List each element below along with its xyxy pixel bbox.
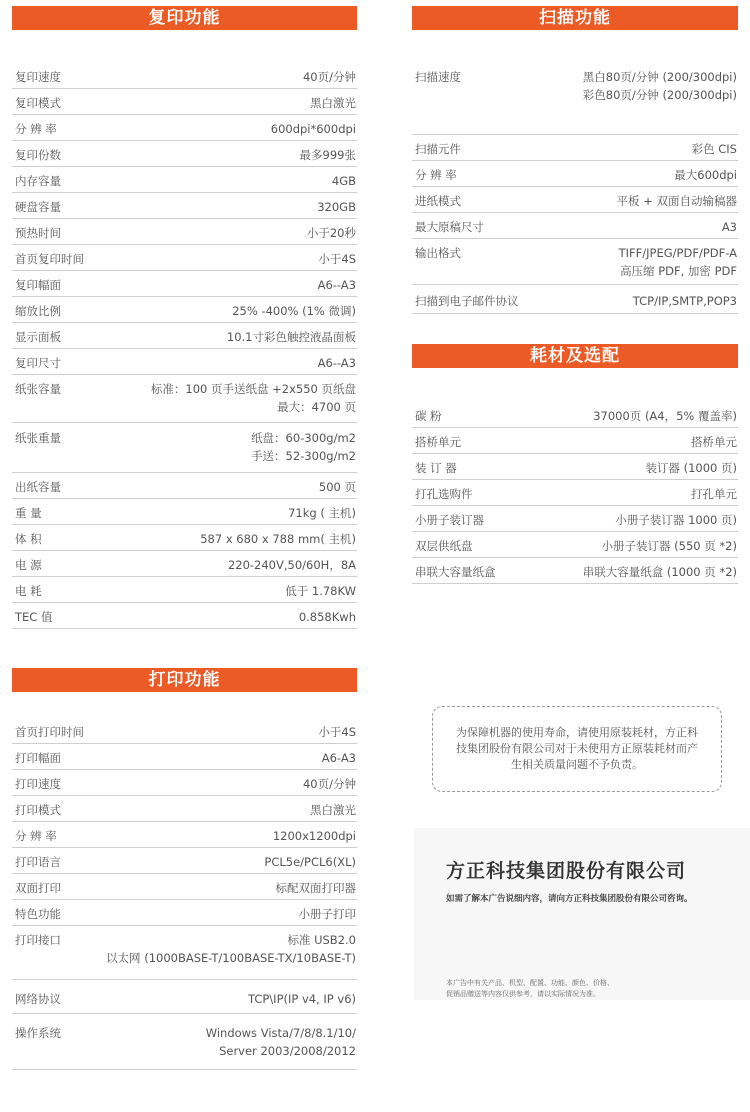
company-inquiry: 如需了解本广告说细内容，请向方正科技集团股份有限公司咨询。 [446, 894, 693, 904]
spec-value: 黑白激光 [310, 803, 356, 817]
spec-label: 打印幅面 [15, 751, 61, 765]
spec-row [12, 219, 357, 245]
spec-value: A6--A3 [317, 356, 356, 370]
spec-value: 标准：100 页手送纸盘 +2x550 页纸盘 最大：4700 页 [150, 382, 356, 414]
spec-value: 平板 + 双面自动输稿器 [616, 194, 737, 208]
spec-value: 40页/分钟 [302, 70, 356, 84]
spec-label: 小册子装订器 [415, 513, 484, 527]
spec-row [12, 193, 357, 219]
spec-value: 最大600dpi [674, 168, 737, 182]
spec-label: 网络协议 [15, 992, 61, 1006]
spec-row [12, 796, 357, 822]
spec-row [12, 89, 357, 115]
spec-label: 分 辨 率 [15, 829, 57, 843]
spec-label: 碳 粉 [415, 409, 442, 423]
spec-row [412, 239, 738, 285]
spec-label: 扫描到电子邮件协议 [415, 294, 519, 308]
spec-label: 操作系统 [15, 1026, 61, 1040]
spec-row [12, 744, 357, 770]
spec-value: 小册子装订器 1000 页) [615, 513, 737, 527]
spec-row [12, 577, 357, 603]
spec-value: 纸盘：60-300g/m2 手送：52-300g/m2 [251, 431, 356, 463]
spec-row [12, 900, 357, 926]
spec-value: 标准 USB2.0 以太网 (1000BASE-T/100BASE-TX/10BASE-T) [106, 933, 356, 965]
spec-row [12, 1014, 357, 1070]
spec-label: 打孔选购件 [415, 487, 473, 501]
spec-value: 25% -400% (1% 微调) [232, 304, 356, 318]
spec-row [12, 848, 357, 874]
spec-label: 复印模式 [15, 96, 61, 110]
spec-row [12, 980, 357, 1014]
print-spec-table [12, 718, 357, 1070]
consumables-spec-table [412, 402, 738, 584]
spec-row [12, 349, 357, 375]
spec-value: 小册子打印 [298, 907, 356, 921]
company-name: 方正科技集团股份有限公司 [446, 860, 687, 882]
scan-section-title: 扫描功能 [412, 6, 738, 30]
spec-row [12, 473, 357, 499]
spec-row [12, 822, 357, 848]
spec-value: 小于4S [318, 725, 356, 739]
spec-value: PCL5e/PCL6(XL) [264, 855, 356, 869]
spec-label: 打印接口 [15, 933, 61, 947]
spec-row [12, 770, 357, 796]
spec-label: 最大原稿尺寸 [415, 220, 484, 234]
spec-label: 纸张重量 [15, 431, 61, 445]
copy-section-title: 复印功能 [12, 6, 357, 30]
spec-row [12, 167, 357, 193]
spec-row [412, 402, 738, 428]
spec-value: TIFF/JPEG/PDF/PDF-A 高压缩 PDF, 加密 PDF [618, 246, 737, 278]
copy-section [12, 6, 357, 629]
spec-label: 缩放比例 [15, 304, 61, 318]
spec-row [12, 525, 357, 551]
spec-label: 出纸容量 [15, 480, 61, 494]
spec-label: 双层供纸盘 [415, 539, 473, 553]
spec-label: 分 辨 率 [415, 168, 457, 182]
spec-value: A3 [721, 220, 737, 234]
spec-label: 搭桥单元 [415, 435, 461, 449]
spec-value: 220-240V,50/60H，8A [227, 558, 356, 572]
spec-label: 硬盘容量 [15, 200, 61, 214]
spec-row [12, 874, 357, 900]
spec-row [412, 480, 738, 506]
spec-row [12, 375, 357, 423]
spec-value: 40页/分钟 [302, 777, 356, 791]
spec-row [412, 285, 738, 314]
scan-section [412, 6, 738, 314]
spec-value: 320GB [317, 200, 356, 214]
spec-value: 4GB [331, 174, 356, 188]
spec-value: 500 页 [318, 480, 356, 494]
spec-value: A6-A3 [321, 751, 356, 765]
copy-spec-table [12, 63, 357, 629]
spec-value: 黑白激光 [310, 96, 356, 110]
spec-row [12, 141, 357, 167]
print-section-title: 打印功能 [12, 668, 357, 692]
spec-value: 10.1寸彩色触控液晶面板 [226, 330, 356, 344]
spec-label: 串联大容量纸盒 [415, 565, 496, 579]
spec-label: 显示面板 [15, 330, 61, 344]
spec-label: 进纸模式 [415, 194, 461, 208]
spec-label: 内存容量 [15, 174, 61, 188]
spec-row [12, 323, 357, 349]
spec-value: 低于 1.78KW [285, 584, 356, 598]
print-section [12, 668, 357, 1070]
spec-row [12, 115, 357, 141]
spec-value: 小册子装订器 (550 页 *2) [601, 539, 737, 553]
spec-value: 装订器 (1000 页) [645, 461, 737, 475]
spec-row [12, 423, 357, 473]
spec-row [12, 718, 357, 744]
spec-row [412, 558, 738, 584]
spec-value: Windows Vista/7/8/8.1/10/ Server 2003/2008/2012 [205, 1026, 356, 1058]
spec-row [12, 551, 357, 577]
spec-label: 预热时间 [15, 226, 61, 240]
spec-label: 扫描元件 [415, 142, 461, 156]
spec-value: TCP\IP(IP v4, IP v6) [247, 992, 356, 1006]
scan-spec-table [412, 63, 738, 314]
spec-row [412, 161, 738, 187]
spec-label: 打印速度 [15, 777, 61, 791]
spec-label: 复印份数 [15, 148, 61, 162]
spec-value: 587 x 680 x 788 mm( 主机) [200, 532, 356, 546]
spec-label: 纸张容量 [15, 382, 61, 396]
spec-label: 复印尺寸 [15, 356, 61, 370]
spec-label: 体 积 [15, 532, 42, 546]
spec-label: 首页复印时间 [15, 252, 84, 266]
spec-value: 串联大容量纸盒 (1000 页 *2) [582, 565, 737, 579]
spec-row [412, 63, 738, 135]
spec-label: 装 订 器 [415, 461, 457, 475]
spec-label: 打印模式 [15, 803, 61, 817]
consumables-section-title: 耗材及选配 [412, 344, 738, 368]
spec-label: 双面打印 [15, 881, 61, 895]
consumables-section [412, 344, 738, 584]
spec-row [12, 499, 357, 525]
spec-label: 复印速度 [15, 70, 61, 84]
spec-label: TEC 值 [15, 610, 53, 624]
spec-value: 彩色 CIS [691, 142, 737, 156]
spec-value: A6--A3 [317, 278, 356, 292]
spec-row [12, 271, 357, 297]
spec-value: 标配双面打印器 [275, 881, 356, 895]
company-info-block [414, 828, 750, 1000]
spec-row [412, 213, 738, 239]
spec-row [12, 926, 357, 980]
spec-row [412, 532, 738, 558]
spec-row [12, 63, 357, 89]
spec-row [412, 428, 738, 454]
spec-label: 打印语言 [15, 855, 61, 869]
spec-row [412, 135, 738, 161]
spec-label: 首页打印时间 [15, 725, 84, 739]
spec-row [12, 297, 357, 323]
spec-value: 打孔单元 [691, 487, 737, 501]
spec-value: 1200x1200dpi [272, 829, 356, 843]
spec-value: 600dpi*600dpi [270, 122, 356, 136]
spec-label: 重 量 [15, 506, 42, 520]
spec-row [12, 245, 357, 271]
spec-value: 最多999张 [299, 148, 356, 162]
spec-label: 扫描速度 [415, 70, 461, 84]
spec-value: 0.858Kwh [298, 610, 356, 624]
spec-value: 71kg ( 主机) [288, 506, 356, 520]
spec-value: 小于4S [318, 252, 356, 266]
spec-label: 复印幅面 [15, 278, 61, 292]
spec-label: 分 辨 率 [15, 122, 57, 136]
spec-value: TCP/IP,SMTP,POP3 [632, 294, 737, 308]
spec-value: 37000页 (A4，5% 覆盖率) [593, 409, 737, 423]
spec-row [412, 506, 738, 532]
spec-label: 输出格式 [415, 246, 461, 260]
original-consumables-notice: 为保障机器的使用寿命，请使用原装耗材，方正科技集团股份有限公司对于未使用方正原装耗材而产生相关质量问题不予负责。 [432, 706, 722, 792]
spec-row [12, 603, 357, 629]
spec-value: 小于20秒 [306, 226, 356, 240]
spec-label: 特色功能 [15, 907, 61, 921]
spec-row [412, 187, 738, 213]
spec-value: 搭桥单元 [691, 435, 737, 449]
spec-label: 电 源 [15, 558, 42, 572]
spec-label: 电 耗 [15, 584, 42, 598]
spec-row [412, 454, 738, 480]
ad-disclaimer: 本广告中有关产品、机型、配置、功能、颜色、价格、 促销品赠送等内容仅供参考，请以实际情况为准。 [446, 979, 614, 998]
spec-value: 黑白80页/分钟 (200/300dpi) 彩色80页/分钟 (200/300dpi) [582, 70, 737, 102]
